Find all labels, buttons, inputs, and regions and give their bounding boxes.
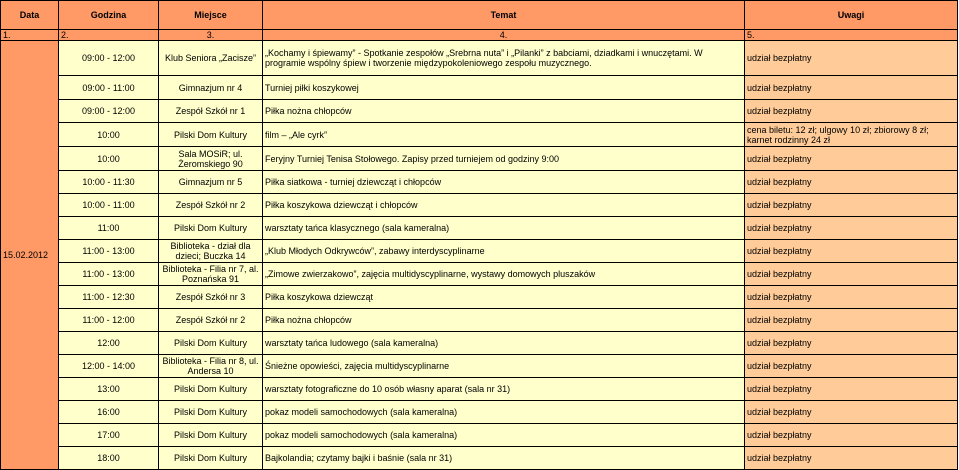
time-cell: 09:00 - 11:00 [59,76,159,100]
place-cell: Pilski Dom Kultury [159,123,263,147]
header-godzina: Godzina [59,1,159,30]
topic-cell: warsztaty tańca ludowego (sala kameralna) [263,332,745,355]
uwagi-cell: udział bezpłatny [745,147,958,171]
time-cell: 10:00 [59,123,159,147]
place-cell: Pilski Dom Kultury [159,424,263,447]
topic-cell: Piłka koszykowa dziewcząt [263,286,745,309]
table-row [1,123,958,147]
place-cell: Pilski Dom Kultury [159,447,263,470]
table-row [1,171,958,194]
place-cell: Gimnazjum nr 5 [159,171,263,194]
table-row [1,263,958,286]
place-cell: Pilski Dom Kultury [159,401,263,424]
header-temat: Temat [263,1,745,30]
time-cell: 11:00 - 13:00 [59,263,159,286]
table-row [1,147,958,171]
topic-cell: Piłka nożna chłopców [263,309,745,332]
header-miejsce: Miejsce [159,1,263,30]
column-number-row [1,30,958,41]
time-cell: 09:00 - 12:00 [59,41,159,76]
topic-cell: Piłka siatkowa - turniej dziewcząt i chłopców [263,171,745,194]
col-number-4: 4. [263,30,745,41]
uwagi-cell: udział bezpłatny [745,355,958,378]
topic-cell: pokaz modeli samochodowych (sala kameralna) [263,424,745,447]
time-cell: 11:00 - 12:30 [59,286,159,309]
time-cell: 10:00 - 11:00 [59,194,159,217]
uwagi-cell: udział bezpłatny [745,424,958,447]
col-number-3: 3. [159,30,263,41]
uwagi-cell: udział bezpłatny [745,171,958,194]
place-cell: Pilski Dom Kultury [159,378,263,401]
table-row [1,309,958,332]
header-uwagi: Uwagi [745,1,958,30]
place-cell: Zespół Szkół nr 2 [159,309,263,332]
place-cell: Pilski Dom Kultury [159,217,263,240]
col-number-2: 2. [59,30,159,41]
time-cell: 16:00 [59,401,159,424]
uwagi-cell: udział bezpłatny [745,41,958,76]
uwagi-cell: udział bezpłatny [745,286,958,309]
time-cell: 13:00 [59,378,159,401]
uwagi-cell: udział bezpłatny [745,332,958,355]
table-row [1,100,958,123]
topic-cell: „Klub Młodych Odkrywców”, zabawy interdyscyplinarne [263,240,745,263]
place-cell: Biblioteka - dział dla dzieci; Buczka 14 [159,240,263,263]
place-cell: Biblioteka - Filia nr 7, al. Poznańska 91 [159,263,263,286]
topic-cell: „Kochamy i śpiewamy” - Spotkanie zespołów „Srebrna nuta” i „Pilanki” z babciami, dziadkami i wnuczętami. W programie wspólny śpiew i tworzenie międzypokoleniowego zespołu muzycznego. [263,41,745,76]
table-row [1,286,958,309]
place-cell: Zespół Szkół nr 1 [159,100,263,123]
time-cell: 11:00 [59,217,159,240]
uwagi-cell: udział bezpłatny [745,76,958,100]
table-row [1,41,958,76]
topic-cell: Feryjny Turniej Tenisa Stołowego. Zapisy przed turniejem od godziny 9:00 [263,147,745,171]
table-row [1,424,958,447]
uwagi-cell: udział bezpłatny [745,309,958,332]
topic-cell: „Zimowe zwierzakowo”, zajęcia multidyscyplinarne, wystawy domowych pluszaków [263,263,745,286]
time-cell: 12:00 - 14:00 [59,355,159,378]
uwagi-cell: udział bezpłatny [745,194,958,217]
place-cell: Zespół Szkół nr 3 [159,286,263,309]
topic-cell: warsztaty fotograficzne do 10 osób własny aparat (sala nr 31) [263,378,745,401]
topic-cell: Śnieżne opowieści, zajęcia multidyscyplinarne [263,355,745,378]
uwagi-cell: cena biletu: 12 zł; ulgowy 10 zł; zbiorowy 8 zł; karnet rodzinny 24 zł [745,123,958,147]
uwagi-cell: udział bezpłatny [745,217,958,240]
place-cell: Zespół Szkół nr 2 [159,194,263,217]
topic-cell: Turniej piłki koszykowej [263,76,745,100]
time-cell: 11:00 - 13:00 [59,240,159,263]
place-cell: Sala MOSiR; ul. Żeromskiego 90 [159,147,263,171]
time-cell: 10:00 [59,147,159,171]
header-data: Data [1,1,59,30]
place-cell: Gimnazjum nr 4 [159,76,263,100]
topic-cell: pokaz modeli samochodowych (sala kameralna) [263,401,745,424]
table-row [1,217,958,240]
table-row [1,355,958,378]
col-number-5: 5. [745,30,958,41]
topic-cell: Piłka koszykowa dziewcząt i chłopców [263,194,745,217]
uwagi-cell: udział bezpłatny [745,240,958,263]
header-row [1,1,958,30]
date-cell: 15.02.2012 [1,41,59,470]
uwagi-cell: udział bezpłatny [745,263,958,286]
time-cell: 10:00 - 11:30 [59,171,159,194]
topic-cell: film – „Ale cyrk” [263,123,745,147]
uwagi-cell: udział bezpłatny [745,378,958,401]
topic-cell: Bajkolandia; czytamy bajki i baśnie (sala nr 31) [263,447,745,470]
uwagi-cell: udział bezpłatny [745,447,958,470]
time-cell: 18:00 [59,447,159,470]
table-row [1,332,958,355]
uwagi-cell: udział bezpłatny [745,401,958,424]
place-cell: Biblioteka - Filia nr 8, ul. Andersa 10 [159,355,263,378]
table-row [1,447,958,470]
col-number-1: 1. [1,30,59,41]
place-cell: Pilski Dom Kultury [159,332,263,355]
table-row [1,76,958,100]
time-cell: 11:00 - 12:00 [59,309,159,332]
topic-cell: Piłka nożna chłopców [263,100,745,123]
table-row [1,194,958,217]
table-row [1,378,958,401]
place-cell: Klub Seniora „Zacisze” [159,41,263,76]
time-cell: 17:00 [59,424,159,447]
time-cell: 12:00 [59,332,159,355]
time-cell: 09:00 - 12:00 [59,100,159,123]
uwagi-cell: udział bezpłatny [745,100,958,123]
table-row [1,240,958,263]
topic-cell: warsztaty tańca klasycznego (sala kameralna) [263,217,745,240]
table-row [1,401,958,424]
